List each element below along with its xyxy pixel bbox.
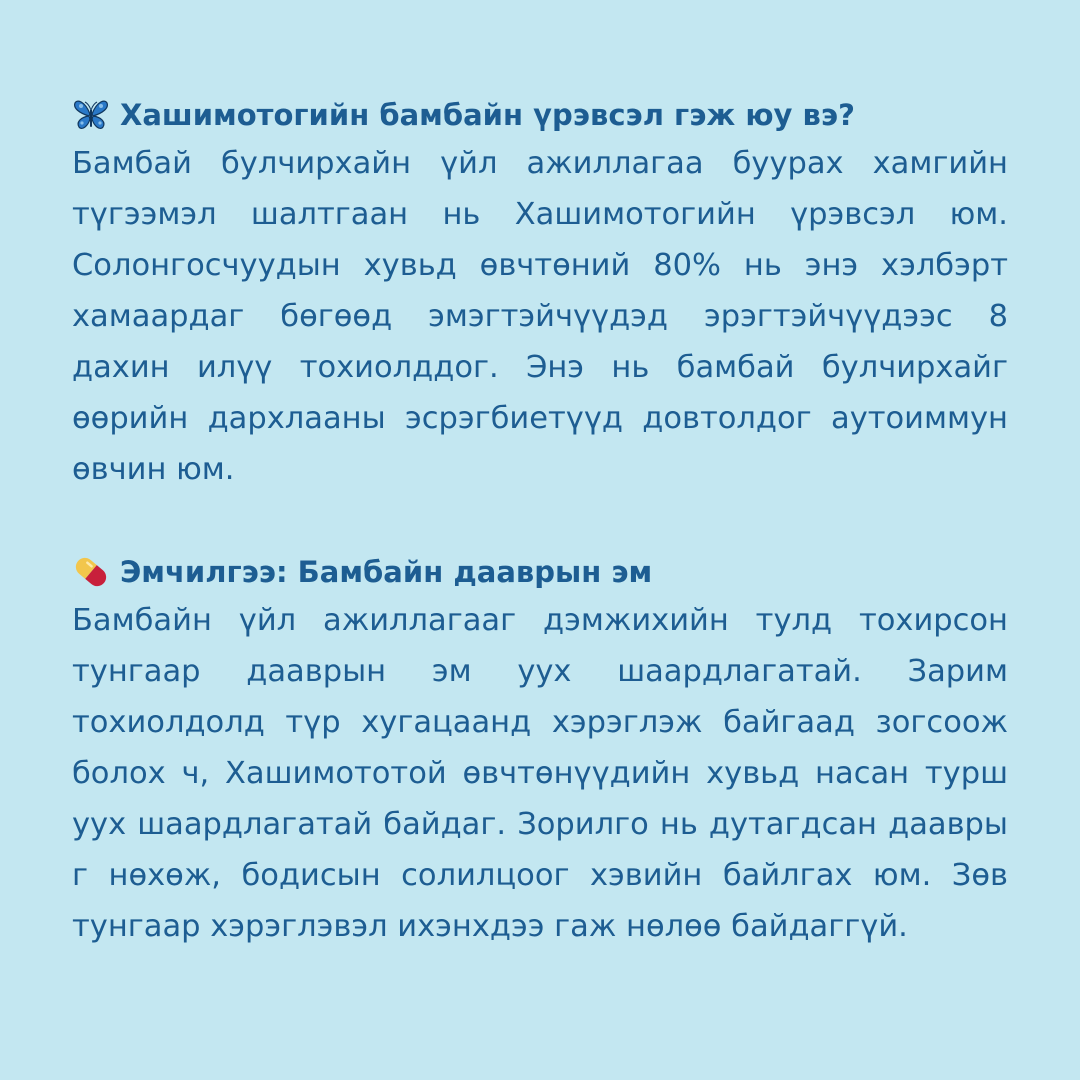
section-body: Бамбайн үйл ажиллагааг дэмжихийн тулд тохирсон тунгаар дааврын эм уух шаардлагатай. Зарим тохиолдолд түр хугацаанд хэрэглэж байгаад зогсоож болох ч, Хашимототой өвчтөнүүдийн хувьд насан турш уух шаардлагатай байдаг. Зорилго нь дутагдсан даавры г нөхөж, бодисын солилцоог хэвийн байлгах юм. Зөв тунгаар хэрэглэвэл ихэнхдээ гаж нөлөө байдаггүй. — [72, 603, 1008, 944]
heading-text: Хашимотогийн бамбайн үрэвсэл гэж юу вэ? — [120, 98, 855, 132]
section-treatment — [72, 549, 1008, 952]
pill-icon — [72, 553, 110, 591]
section-hashimoto — [72, 92, 1008, 495]
butterfly-icon — [72, 96, 110, 134]
section-heading — [72, 549, 1008, 595]
section-body: Бамбай булчирхайн үйл ажиллагаа буурах хамгийн түгээмэл шалтгаан нь Хашимотогийн үрэвсэл юм. Солонгосчуудын хувьд өвчтөний 80% нь энэ хэлбэрт хамаардаг бөгөөд эмэгтэйчүүдэд эрэгтэйчүүдээс 8 дахин илүү тохиолддог. Энэ нь бамбай булчирхайг өөрийн дархлааны эсрэгбиетүүд довтолдог аутоиммун өвчин юм. — [72, 146, 1008, 487]
section-heading — [72, 92, 1008, 138]
heading-text: Эмчилгээ: Бамбайн дааврын эм — [120, 555, 653, 589]
